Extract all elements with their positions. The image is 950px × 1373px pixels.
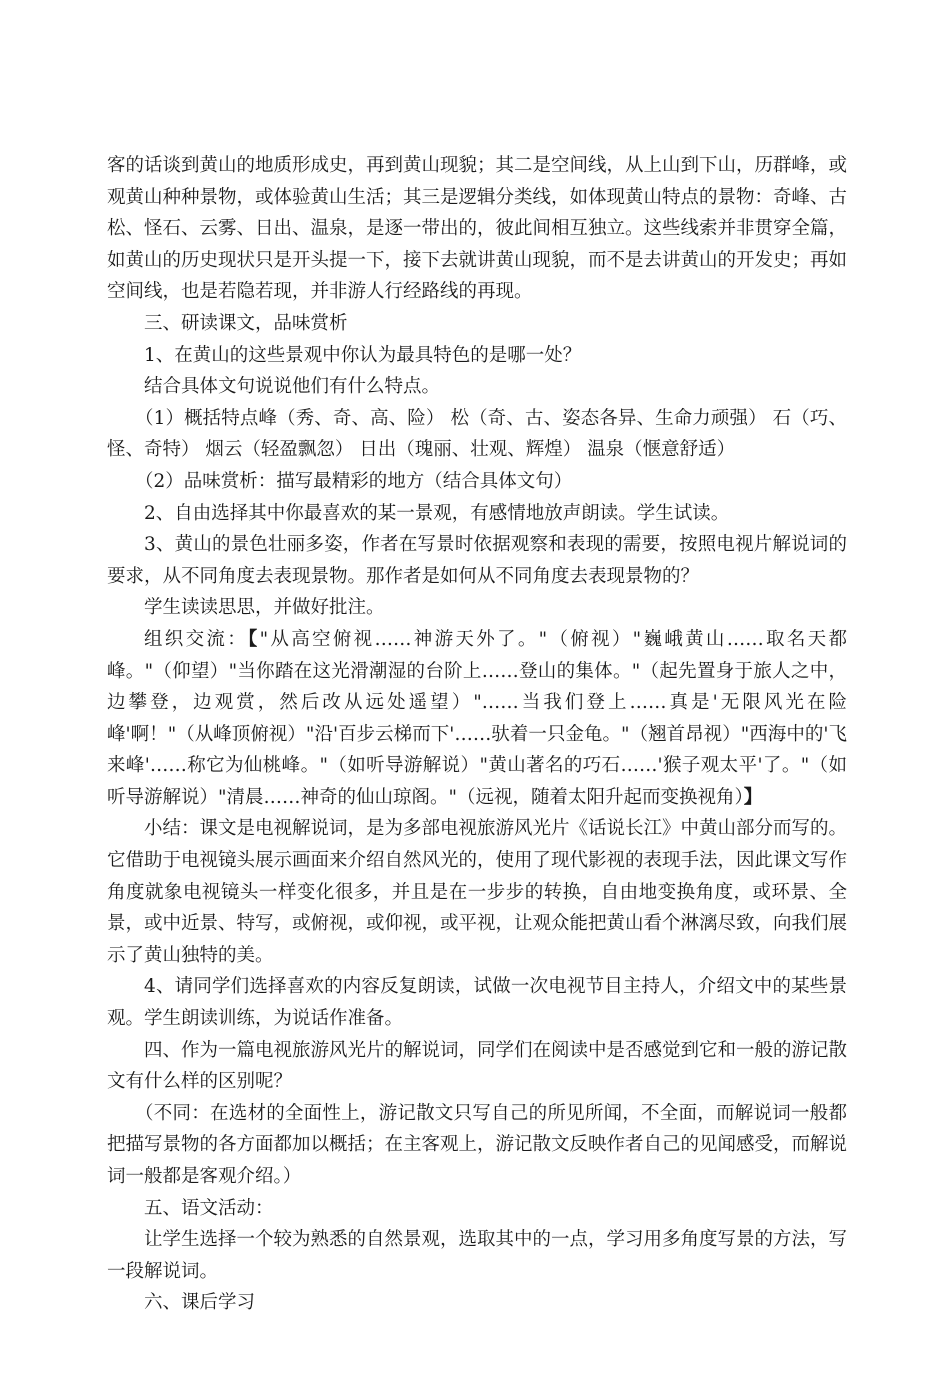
heading-section-four: 四、作为一篇电视旅游风光片的解说词，同学们在阅读中是否感觉到它和一般的游记散文有什么样的区别呢？: [107, 1039, 848, 1093]
feature-summary: （1）概括特点峰（秀、奇、高、险） 松（奇、古、姿态各异、生命力顽强） 石（巧、怪、奇特） 烟云（轻盈飘忽） 日出（瑰丽、壮观、辉煌） 温泉（惬意舒适）: [107, 407, 847, 461]
document-page: [107, 150, 847, 1319]
heading-section-five: 五、语文活动：: [144, 1197, 274, 1219]
question-one-prompt: 结合具体文句说说他们有什么特点。: [144, 376, 441, 398]
exchange-body: "从高空俯视……神游天外了。"（俯视）"巍峨黄山……取名天都峰。"（仰望）"当你踏在这光滑潮湿的台阶上……登山的集体。"（起先置身于旅人之中，边攀登，边观赏，然后改从远处遥望）"……当我们登上……真是'无限风光在险峰'啊！"（从峰顶俯视）"沿'百步云梯而下'……驮着一只金龟。"（翘首昂视）"西海中的'飞来峰'……称它为仙桃峰。"（如听导游解说）"黄山著名的巧石……'猴子观太平'了。"（如听导游解说）"清晨……神奇的仙山琼阁。"（远视，随着太阳升起而变换视角）: [107, 628, 847, 808]
exchange-close-bracket: 】: [743, 786, 763, 808]
question-one: 1、在黄山的这些景观中你认为最具特色的是哪一处？: [144, 344, 582, 366]
heading-section-six: 六、课后学习: [144, 1292, 256, 1314]
activity-instruction: 让学生选择一个较为熟悉的自然景观，选取其中的一点，学习用多角度写景的方法，写一段解说词。: [107, 1229, 848, 1282]
exchange-lead: 组织交流：: [144, 628, 249, 650]
appreciation-note: （2）品味赏析：描写最精彩的地方（结合具体文句）: [135, 470, 573, 492]
exchange-open-bracket: 【: [248, 628, 260, 650]
student-annotation-task: 学生读读思思，并做好批注。: [144, 597, 385, 619]
paragraph-clue-lines: 客的话谈到黄山的地质形成史，再到黄山现貌；其二是空间线，从上山到下山，历群峰，或观黄山种种景物，或体验黄山生活；其三是逻辑分类线，如体现黄山特点的景物：奇峰、古松、怪石、云雾、日出、温泉，是逐一带出的，彼此间相互独立。这些线索并非贯穿全篇，如黄山的历史现状只是开头提一下，接下去就讲黄山现貌，而不是去讲黄山的开发史；再如空间线，也是若隐若现，并非游人行经路线的再现。: [107, 155, 848, 303]
heading-section-three: 三、研读课文，品味赏析: [144, 312, 348, 334]
difference-answer: （不同：在选材的全面性上，游记散文只写自己的所见所闻，不全面，而解说词一般都把描写景物的各方面都加以概括；在主客观上，游记散文反映作者自己的见闻感受，而解说词一般都是客观介绍。）: [107, 1102, 848, 1187]
exchange-paragraph: [107, 624, 847, 814]
question-two: 2、自由选择其中你最喜欢的某一景观，有感情地放声朗读。学生试读。: [144, 502, 730, 524]
summary-paragraph: 小结：课文是电视解说词，是为多部电视旅游风光片《话说长江》中黄山部分而写的。它借助于电视镜头展示画面来介绍自然风光的，使用了现代影视的表现手法，因此课文写作角度就象电视镜头一样变化很多，并且是在一步步的转换，自由地变换角度，或环景、全景，或中近景、特写，或俯视，或仰视，或平视，让观众能把黄山看个淋漓尽致，向我们展示了黄山独特的美。: [107, 818, 848, 966]
question-four: 4、请同学们选择喜欢的内容反复朗读，试做一次电视节目主持人，介绍文中的某些景观。学生朗读训练，为说话作准备。: [107, 976, 847, 1030]
question-three: 3、黄山的景色壮丽多姿，作者在写景时依据观察和表现的需要，按照电视片解说词的要求，从不同角度去表现景物。那作者是如何从不同角度去表现景物的？: [107, 534, 847, 587]
